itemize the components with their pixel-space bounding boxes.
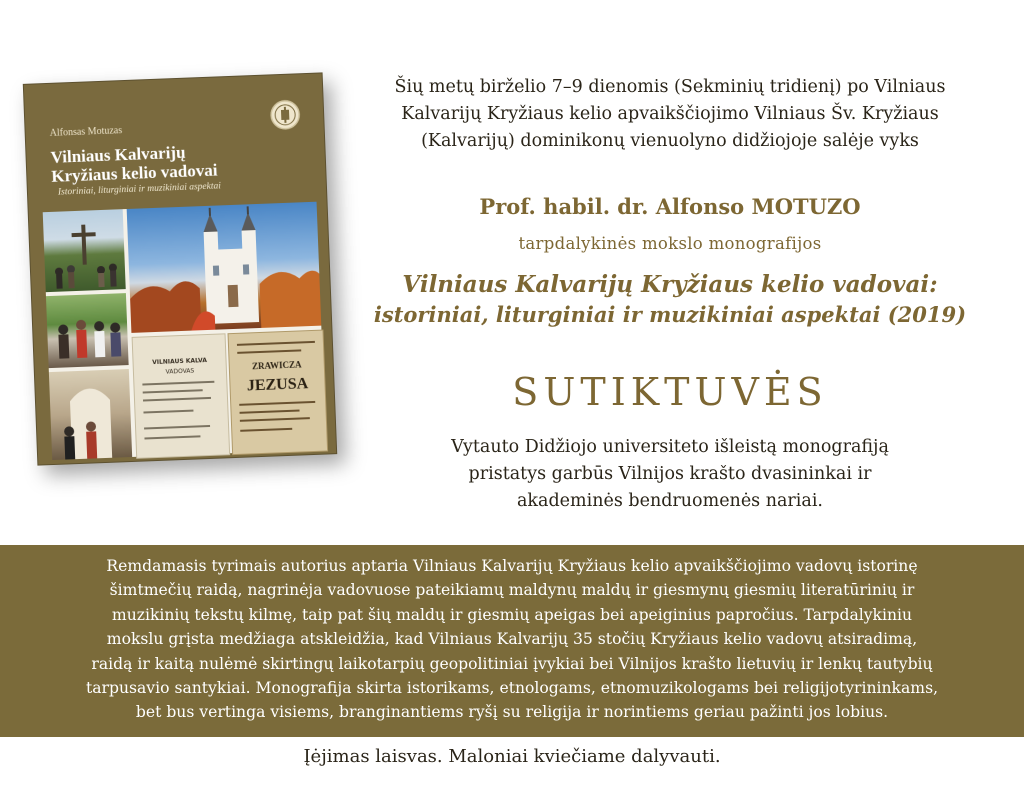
text-line xyxy=(240,410,300,414)
photo-pilgrims xyxy=(46,293,129,368)
presenters-line: akademinės bendruomenės nariai. xyxy=(517,491,823,511)
text-line xyxy=(142,381,214,386)
text-line xyxy=(237,349,301,353)
text-line xyxy=(239,401,315,406)
description-line: Remdamasis tyrimais autorius aptaria Vilniaus Kalvarijų Kryžiaus kelio apvaikščiojimo vadovų istorinę xyxy=(106,557,918,575)
book-subtitle: Istoriniai, liturginiai ir muzikiniai aspektai xyxy=(57,181,222,198)
book-cover xyxy=(23,72,337,465)
document-subtitle: VADOVAS xyxy=(165,367,195,376)
monograph-label: tarpdalykinės mokslo monografijos xyxy=(518,234,822,253)
description-line: tarpusavio santykiai. Monografija skirta istorikams, etnologams, etnomuzikologams bei religijotyrininkams, xyxy=(85,679,939,698)
text-line xyxy=(143,410,193,414)
description-line: mokslu grįsta medžiaga atskleidžia, kad Vilniaus Kalvarijų 35 stočių Kryžiaus kelio vadovų atsiradimą, xyxy=(106,630,918,649)
photo-old-document-2 xyxy=(228,330,329,456)
footer-invitation: Įėjimas laisvas. Maloniai kviečiame dalyvauti. xyxy=(303,746,721,767)
monograph-title-line2: istoriniai, liturginiai ir muzikiniai aspektai (2019) xyxy=(373,302,967,327)
intro-line: Kalvarijų Kryžiaus kelio apvaikščiojimo Vilniaus Šv. Kryžiaus xyxy=(401,104,939,124)
description-band xyxy=(0,545,1024,737)
book-cover-image xyxy=(23,72,337,465)
text-line xyxy=(144,425,210,430)
description-line: šimtmečių raidą, nagrinėja vadovuose pateikiamų maldynų maldų ir giesmynų giesmių literatūrinių ir xyxy=(109,581,915,600)
text-line xyxy=(237,341,315,346)
intro-line: Šių metų birželio 7–9 dienomis (Sekminių tridienį) po Vilniaus xyxy=(394,77,946,97)
book-title-line2: Kryžiaus kelio vadovai xyxy=(50,160,218,186)
text-line xyxy=(240,428,292,432)
photo-church xyxy=(127,202,322,333)
text-line xyxy=(143,397,211,402)
intro-line: (Kalvarijų) dominikonų vienuolyno didžiojoje salėje vyks xyxy=(421,131,919,151)
text-line xyxy=(144,435,200,439)
monograph-title xyxy=(360,270,980,330)
text-line xyxy=(143,389,203,393)
description-line: bet bus vertinga visiems, branginantiems ryšį su religija ir norintiems geriau pažinti jos lobius. xyxy=(135,703,889,722)
intro-paragraph xyxy=(360,74,980,155)
book-author: Alfonsas Motuzas xyxy=(49,125,123,139)
presenters-paragraph xyxy=(360,434,980,515)
monograph-title-line1: Vilniaus Kalvarijų Kryžiaus kelio vadovai: xyxy=(402,271,938,298)
text-line xyxy=(240,417,310,422)
book-title-line1: Vilniaus Kalvarijų xyxy=(50,142,186,167)
photo-procession xyxy=(43,209,126,292)
book-photo-collage xyxy=(43,202,326,460)
document-title: JEZUSA xyxy=(246,375,309,395)
presenters-line: Vytauto Didžiojo universiteto išleistą monografiją xyxy=(451,437,889,457)
description-text xyxy=(0,554,1024,725)
photo-interior xyxy=(49,369,132,460)
presenters-line: pristatys garbūs Vilnijos krašto dvasininkai ir xyxy=(468,464,872,484)
document-title: VILNIAUS KALVA xyxy=(152,357,208,367)
description-line: raidą ir kaitą nulėmė skirtingų laikotarpių geopolitiniai įvykiai bei Vilnijos krašto lietuvių ir lenkų tautybių xyxy=(91,654,933,673)
document-title: ZRAWICZA xyxy=(251,359,302,372)
description-line: muzikinių tekstų kilmę, taip pat šių maldų ir giesmių apeigas bei apeiginius papročius. Tarpdalykiniu xyxy=(111,605,913,624)
photo-old-document-1 xyxy=(132,333,231,459)
event-title: SUTIKTUVĖS xyxy=(512,370,828,414)
author-name: Prof. habil. dr. Alfonso MOTUZO xyxy=(479,194,861,219)
seal-icon xyxy=(269,98,302,131)
